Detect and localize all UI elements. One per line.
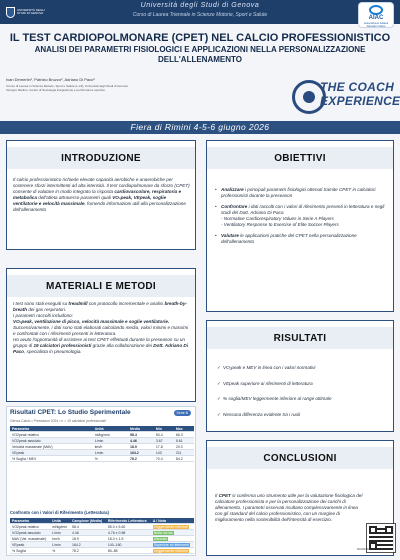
objectives-list [215,187,389,247]
results-table-subtitle: Genoa Calcio • Preseason 2024 • n = 19 calciatori professionisti [10,419,106,423]
results-table [10,426,194,462]
qr-label: SCANSIONA [357,547,375,551]
affiliations [6,84,206,92]
table-row: VO2peak assoluto L/min 4.46 4.76 ± 0.58 Nella norma [10,530,194,536]
methods-section [6,268,196,402]
objectives-section [206,140,394,312]
conclusions-heading: CONCLUSIONI [207,447,393,469]
table-row: VEpeak L/min 164.2 143 211 [10,450,194,456]
results-heading: RISULTATI [207,327,393,349]
aiac-name: AIAC [368,15,384,21]
coach-experience-logo [292,76,400,120]
list-item: • Analizzare i principali parametri fisiologici ottenuti tramite CPET in calciatori professionisti durante la preseason [215,187,389,199]
course-name: Corso di Laurea Triennale in Scienze Motorie, Sport e Salute [132,12,268,18]
compare-table-header: Parametro Unità Campione (Media) Riferimento Letteratura Δ / Nota [10,518,194,524]
results-table-title: Risultati CPET: Lo Studio Sperimentale [10,409,131,416]
methods-heading: MATERIALI E METODI [7,275,195,297]
conclusions-section [206,440,394,556]
list-item: ✓ VEpeak superiore ai riferimenti di letteratura [217,381,389,388]
table-row: Velocità massimale (MAV) km/h 18.9 17.8 20.0 [10,444,194,450]
university-name: Università degli Studi di Genova [140,2,260,9]
poster-subtitle: ANALISI DEI PARAMETRI FISIOLOGICI E APPLICAZIONI NELLA PERSONALIZZAZIONE DELL'ALLENAMENTO [34,45,366,64]
results-section [206,320,394,432]
logo-text: UNIVERSITÀ DEGLI STUDI DI GENOVA [17,7,45,15]
aiac-logo [358,2,394,28]
event-banner: Fiera di Rimini 4-5-6 giugno 2026 [0,121,400,134]
aiac-sub: Associazione Italiana Allenatori Calcio [363,22,389,28]
results-tables-card [6,406,196,556]
league-badge: Serie B [174,410,191,416]
compare-table [10,518,194,554]
conclusions-text: Il CPET si conferma uno strumento utile per la valutazione fisiologica del calciatore professionista e per la personalizzazione dei carichi di allenamento. I parametri osservati risultano complessivamente in linea con gli standard del calcio professionistico, con un margine di miglioramento nella sostenibilità dell'intensità di esercizio. [215,493,363,522]
results-table-header: Parametro Unità Media Min Max [10,426,194,432]
coach-line1: THE COACH [320,80,395,94]
aiac-ring-icon [369,5,383,15]
list-item: ✓ VO₂peak e MEV in linea con i valori normativi [217,365,389,372]
table-row: VEpeak L/min 164.2 140–160 Superiore ai riferimenti [10,542,194,548]
table-row: % Soglia / MEV % 78.2 70.4 84.2 [10,456,194,462]
affiliation-1: ¹Corso di Laurea in Scienze Motorie, Sport e Salute (L-22), Università degli Studi di Genova [6,84,128,88]
table-row: MAV (Vel. massimale) km/h 18.9 18.0 ± 1.5 Allineato [10,536,194,542]
affiliation-2: ²Gruppo Medico, Centro di Sociologia integrazione e performance sportiva [6,88,105,92]
table-row: VO2peak assoluto L/min 4.46 3.67 5.61 [10,438,194,444]
table-row: % Soglia % 78.2 80–85 Leggermente inferiore [10,548,194,554]
list-item: ✓ % soglia/MEV leggermente inferiore al range ottimale [217,396,389,403]
intro-text: Il calcio professionistico richiede elevate capacità aerobiche e anaerobiche per sostenere sforzi intermittenti ad alta intensità. Il test cardiopolmonare da sforzo (CPET) consente di valutare in modo integrato la risposta cardiovascolare, respiratoria e metabolica dell'atleta attraverso parametri quali VO₂peak, VEpeak, soglie ventilatorie e velocità massimale, fornendo informazioni utili alla personalizzazione dell'allenamento [13,177,190,212]
objectives-heading: OBIETTIVI [207,147,393,169]
intro-section [6,140,196,250]
intro-heading: INTRODUZIONE [7,147,195,169]
results-list [217,365,389,420]
poster-title: IL TEST CARDIOPOLMONARE (CPET) NEL CALCIO PROFESSIONISTICO [9,32,391,44]
list-item: • Confrontare i dati raccolti con i valori di riferimento presenti in letteratura e negli studi del Dott. Adriano Di Paco. - Normative Cardiorespiratory Values in Serie A Players - Ventilatory Response to Exercise of Elite Soccer Players [215,204,389,228]
table-row: VO2peak relativo ml/kg/min 58.4 55.0 ± 5.60 Leggermente inferiore [10,524,194,530]
compare-table-title: Confronto con i Valori di Riferimento (Letteratura) [10,510,109,515]
coach-line2: EXPERIENCE [320,94,400,108]
header-bar [0,0,400,24]
list-item: • Valutare le applicazioni pratiche del CPET nella personalizzazione dell'allenamento [215,233,389,245]
list-item: ✓ Nessuna differenza evidente tra i ruoli [217,412,389,419]
authors: Ivan Demerlin¹, Patrizio Bruzzo², Adriano Di Paco² [6,77,95,82]
methods-text: I test sono stati eseguiti su treadmill con protocollo incrementale e analisi breath-by-breath dei gas respiratori. I parametri raccolti includono: VO₂peak, ventilazione di picco, velocità massimale e soglie ventilatorie. Successivamente, i dati sono stati elaborati calcolando media, valori minimi e massimi e confrontati con i riferimenti presenti in letteratura. Ho avuto l'opportunità di assistere ai test CPET effettuati durante la preseason su un gruppo di 19 calciatori professionisti grazie alla collaborazione dei Dott. Adriano Di Paco, specialista in pneumologia. [13,301,189,354]
table-row: VO2peak relativo ml/kg/min 58.4 50.4 66.3 [10,432,194,438]
